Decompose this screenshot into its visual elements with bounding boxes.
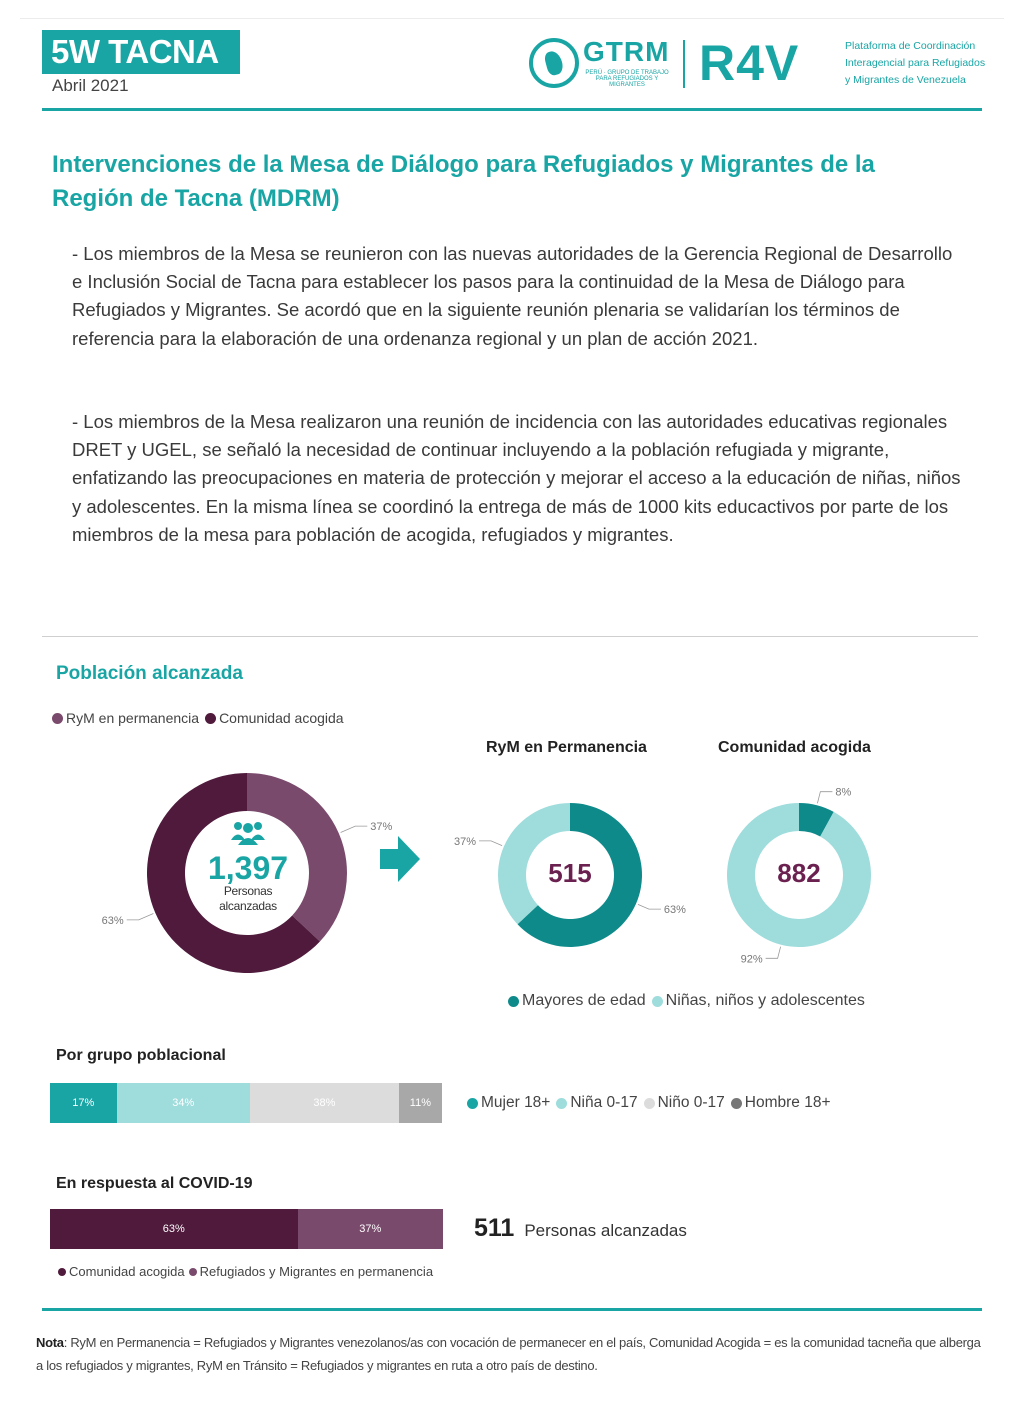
legend-item-children xyxy=(652,992,865,1010)
callout-line xyxy=(479,841,502,846)
bar-segment-3: 11% xyxy=(399,1083,442,1123)
footnote-label: Nota xyxy=(36,1335,64,1350)
legend-item-adults xyxy=(508,992,646,1010)
grupo-title: Por grupo poblacional xyxy=(56,1047,226,1064)
r4v-logo: R4V xyxy=(699,35,800,91)
report-date: Abril 2021 xyxy=(52,76,129,95)
covid-legend xyxy=(58,1264,439,1279)
callout-line xyxy=(638,904,661,909)
age-legend xyxy=(508,992,871,1010)
legend-item-covid-rym xyxy=(189,1264,433,1279)
brand-title: 5W TACNA xyxy=(42,30,240,74)
callout-line xyxy=(766,947,781,959)
legend-swatch xyxy=(731,1098,742,1109)
footer-rule xyxy=(42,1308,982,1311)
comunidad-donut-title: Comunidad acogida xyxy=(718,739,871,756)
r4v-subtitle: Plataforma de Coordinación Interagencial para Refugiados y Migrantes de Venezuela xyxy=(845,40,986,86)
covid-total-number: 511 xyxy=(474,1214,515,1242)
legend-swatch xyxy=(58,1268,66,1276)
donut-pct-label: 37% xyxy=(454,835,477,848)
donut-pct-label: 63% xyxy=(101,914,124,927)
section-title-poblacion: Población alcanzada xyxy=(56,663,243,684)
donut-pct-label: 63% xyxy=(663,904,686,917)
legend-label: Refugiados y Migrantes en permanencia xyxy=(199,1264,434,1279)
legend-label: Mujer 18+ xyxy=(481,1094,551,1111)
arrow-right-icon xyxy=(380,836,420,882)
legend-label: Hombre 18+ xyxy=(744,1094,831,1111)
people-icon xyxy=(228,820,268,846)
legend-swatch xyxy=(467,1098,478,1109)
rym-total-number: 515 xyxy=(548,858,592,888)
total-reached-number: 1,397 xyxy=(207,850,289,886)
legend-item-nina xyxy=(556,1094,637,1112)
callout-line xyxy=(817,792,832,804)
donut-pct-label: 8% xyxy=(835,786,852,799)
comunidad-total-number: 882 xyxy=(777,858,821,888)
gtrm-subtitle: PERÚ · GRUPO DE TRABAJO PARA REFUGIADOS Y MIGRANTES xyxy=(585,70,669,88)
legend-swatch xyxy=(508,996,519,1007)
donut-pct-label: 92% xyxy=(740,953,763,966)
legend-swatch xyxy=(652,996,663,1007)
covid-title: En respuesta al COVID-19 xyxy=(56,1175,253,1192)
covid-total xyxy=(474,1214,687,1243)
gtrm-logo: GTRM xyxy=(583,36,670,67)
bar-segment-1: 34% xyxy=(117,1083,250,1123)
legend-swatch xyxy=(556,1098,567,1109)
legend-label: Comunidad acogida xyxy=(69,1264,185,1279)
footnote-text: : RyM en Permanencia = Refugiados y Migrantes venezolanos/as con vocación de permanecer en el país, Comunidad Acogida = es la comunidad tacneña que alberga a los refugiados y migrantes, RyM en Tránsito = Refugiados y migrantes en ruta a otro país de destino. xyxy=(36,1335,981,1373)
legend-item-covid-comunidad xyxy=(58,1264,185,1279)
grupo-legend xyxy=(467,1094,837,1112)
legend-label: RyM en permanencia xyxy=(66,710,200,726)
callout-line xyxy=(127,914,154,920)
footnote xyxy=(36,1331,986,1377)
legend-label: Mayores de edad xyxy=(522,992,646,1009)
legend-label: Niño 0-17 xyxy=(657,1094,725,1111)
total-reached-caption: Personas alcanzadas xyxy=(219,884,277,913)
rym-donut-title: RyM en Permanencia xyxy=(486,739,647,756)
bar-segment-2: 38% xyxy=(250,1083,399,1123)
legend-item-nino xyxy=(644,1094,725,1112)
legend-label: Niñas, niños y adolescentes xyxy=(665,992,865,1009)
page-title: Intervenciones de la Mesa de Diálogo para Refugiados y Migrantes de la Región de Tacna (MDRM) xyxy=(52,151,875,212)
legend-label: Niña 0-17 xyxy=(570,1094,638,1111)
grupo-stacked-bar xyxy=(50,1083,442,1123)
legend-swatch xyxy=(189,1268,197,1276)
bar-segment-0: 17% xyxy=(50,1083,117,1123)
bar-segment-1: 37% xyxy=(298,1209,443,1249)
legend-item-mujer xyxy=(467,1094,550,1112)
legend-label: Comunidad acogida xyxy=(219,710,344,726)
donut-pct-label: 37% xyxy=(370,821,393,834)
paragraph-2: - Los miembros de la Mesa realizaron una reunión de incidencia con las autoridades educativas regionales DRET y UGEL, se señaló la necesidad de continuar incluyendo a la población refugiada y migrante, enfatizando las preocupaciones en materia de protección y mejorar el acceso a la educación de niñas, niños y adolescentes. En la misma línea se coordinó la entrega de más de 1000 kits educactivos por parte de los miembros de la mesa para población de acogida, refugiados y migrantes. xyxy=(72,411,961,545)
legend-swatch xyxy=(644,1098,655,1109)
callout-line xyxy=(341,826,368,832)
bar-segment-0: 63% xyxy=(50,1209,298,1249)
paragraph-1: - Los miembros de la Mesa se reunieron con las nuevas autoridades de la Gerencia Regional de Desarrollo e Inclusión Social de Tacna para establecer los pasos para la continuidad de la Mesa de Diálogo para Refugiados y Migrantes. Se acordó que en la siguiente reunión plenaria se validarían los términos de referencia para la elaboración de una ordenanza regional y un plan de acción 2021. xyxy=(72,243,953,349)
covid-total-label: Personas alcanzadas xyxy=(524,1221,687,1240)
legend-item-hombre xyxy=(731,1094,831,1112)
covid-stacked-bar xyxy=(50,1209,443,1249)
